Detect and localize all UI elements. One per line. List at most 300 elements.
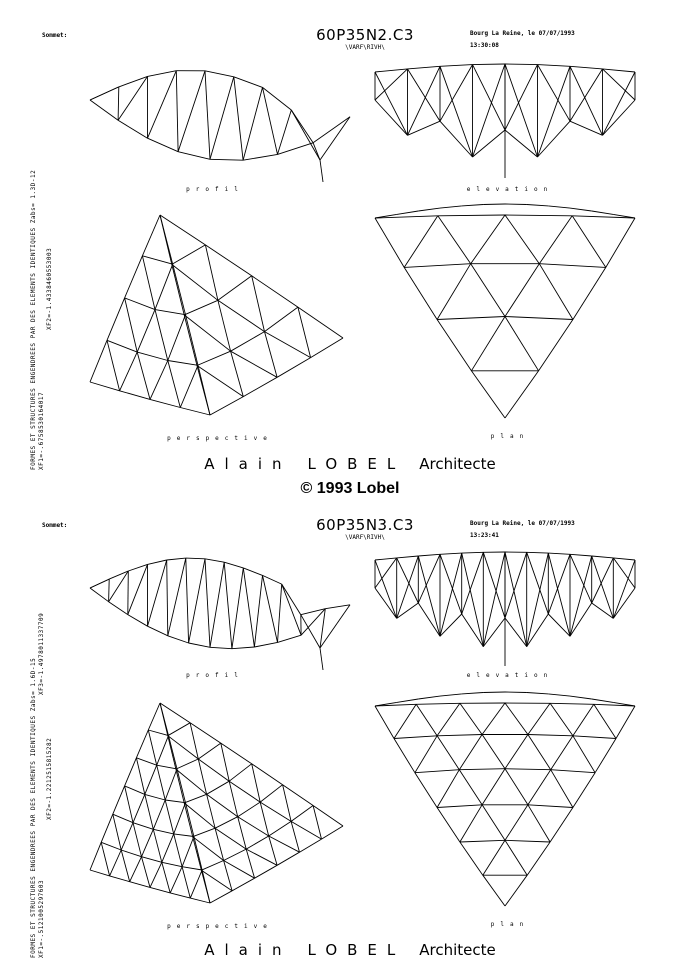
frame-member (573, 736, 616, 739)
frame-member (215, 817, 238, 829)
frame-member (505, 317, 573, 320)
elevation-view (365, 548, 645, 668)
frame-member (539, 264, 573, 320)
frame-member (603, 72, 636, 135)
frame-member (320, 117, 350, 160)
frame-member (505, 65, 538, 130)
frame-member (168, 315, 186, 361)
frame-member (184, 803, 193, 837)
frame-member (440, 66, 473, 157)
frame-member (505, 317, 539, 371)
frame-member (505, 703, 528, 735)
elevation-label: elevation (466, 672, 554, 679)
architect-first-name: Alain (204, 455, 292, 473)
side-xf1: XF1=-.6758530164017 (38, 391, 45, 470)
frame-member (173, 264, 186, 315)
frame-member (109, 579, 110, 602)
frame-member (90, 100, 118, 120)
frame-member (394, 739, 415, 773)
frame-member (148, 730, 156, 765)
frame-member (550, 703, 573, 736)
frame-member (153, 829, 162, 862)
frame-member (548, 553, 570, 636)
frame-member (603, 69, 636, 72)
perspective-label: perspective (167, 923, 273, 930)
edge-arc (462, 205, 484, 206)
frame-member (394, 704, 416, 738)
frame-member (125, 786, 145, 795)
frame-member (90, 588, 109, 602)
frame-member (231, 351, 278, 377)
frame-member (418, 554, 440, 556)
frame-member (243, 154, 277, 160)
frame-member (325, 605, 350, 609)
sheet-title: 60P35N2.C3 (316, 26, 414, 44)
frame-member (182, 867, 190, 898)
edge-arc (592, 699, 614, 702)
frame-member (133, 823, 153, 830)
frame-member (375, 69, 408, 100)
frame-member (234, 77, 263, 88)
frame-member (168, 558, 186, 636)
frame-member (269, 836, 277, 865)
frame-member (415, 770, 459, 773)
frame-member (254, 575, 262, 647)
frame-member (570, 554, 592, 556)
edge-arc (592, 211, 614, 214)
frame-member (155, 264, 173, 309)
frame-member (133, 823, 142, 857)
frame-member (142, 256, 155, 310)
frame-member (160, 703, 168, 736)
frame-member (418, 603, 440, 636)
frame-member (613, 558, 635, 560)
frame-member (473, 64, 506, 65)
frame-member (408, 121, 441, 135)
edge-arc (397, 699, 419, 702)
frame-member (471, 264, 505, 317)
sommet-label: Sommet: (42, 522, 68, 529)
frame-member (174, 803, 186, 834)
frame-member (207, 781, 230, 794)
frame-member (277, 358, 311, 378)
edge-arc (320, 648, 323, 670)
frame-member (483, 875, 505, 906)
frame-member (278, 143, 314, 155)
frame-member (145, 794, 154, 829)
frame-member (573, 773, 595, 808)
frame-member (528, 735, 551, 770)
frame-member (238, 802, 261, 817)
frame-member (570, 121, 603, 135)
side-caption: FORMES ET STRUCTURES ENGENDREES PAR DES ELEMENTS IDENTIQUES Zabs= 1.3D-12 (30, 169, 37, 470)
frame-member (162, 862, 182, 866)
frame-member (551, 770, 573, 808)
frame-member (107, 340, 120, 391)
frame-member (573, 267, 606, 319)
frame-member (176, 769, 184, 803)
frame-member (415, 736, 437, 773)
sheet-title: 60P35N3.C3 (316, 516, 414, 534)
frame-member (375, 560, 397, 618)
frame-member (440, 65, 473, 67)
frame-member (437, 770, 459, 808)
frame-member (150, 887, 170, 893)
frame-member (107, 340, 137, 352)
frame-member (616, 706, 635, 739)
frame-member (170, 867, 182, 893)
frame-member (603, 100, 636, 135)
side-xf1: XF1=-.5121005297603 (38, 879, 45, 958)
frame-member (505, 875, 527, 906)
frame-member (269, 821, 291, 836)
frame-member (243, 568, 262, 576)
frame-member (157, 765, 166, 800)
frame-member (190, 723, 221, 743)
frame-member (375, 72, 408, 135)
frame-member (570, 66, 603, 69)
frame-member (528, 805, 573, 808)
frame-member (613, 588, 635, 618)
perspective-label: perspective (167, 435, 273, 442)
frame-member (265, 332, 278, 378)
architect-last-name: LOBEL (307, 941, 406, 959)
frame-member (505, 64, 538, 65)
frame-member (145, 794, 165, 800)
frame-member (221, 743, 229, 781)
frame-member (90, 340, 107, 382)
frame-member (221, 743, 252, 764)
frame-member (254, 642, 277, 647)
frame-member (548, 554, 570, 614)
frame-member (194, 837, 202, 871)
frame-member (148, 560, 167, 626)
frame-member (252, 276, 298, 307)
frame-member (613, 558, 635, 588)
edge-arc (418, 696, 440, 699)
frame-member (107, 298, 125, 340)
frame-member (182, 837, 194, 867)
frame-member (170, 893, 190, 898)
frame-member (210, 77, 234, 160)
frame-member (210, 397, 243, 415)
frame-member (231, 332, 265, 352)
frame-member (113, 786, 125, 814)
frame-member (291, 110, 313, 143)
edge-arc (397, 211, 419, 214)
frame-member (460, 805, 482, 842)
time-stamp: 13:30:08 (470, 42, 499, 49)
frame-member (90, 579, 109, 588)
frame-member (482, 805, 505, 841)
frame-member (539, 320, 573, 371)
frame-member (184, 315, 230, 351)
frame-member (137, 310, 155, 353)
frame-member (243, 87, 262, 160)
copyright-line: © 1993 Lobel (300, 480, 400, 497)
frame-member (224, 562, 232, 649)
frame-member (197, 351, 231, 365)
frame-member (416, 703, 460, 704)
frame-member (437, 736, 459, 770)
frame-member (205, 71, 210, 160)
frame-member (505, 215, 539, 264)
edge-arc (570, 696, 592, 699)
profil-label: profil (186, 186, 244, 193)
frame-member (121, 850, 141, 857)
architect-signature (0, 455, 700, 473)
frame-member (278, 584, 282, 642)
frame-member (101, 842, 109, 876)
frame-member (606, 218, 635, 267)
edge-arc (462, 693, 484, 694)
sheet-path: \VARF\RIVH\ (345, 534, 385, 541)
architect-first-name: Alain (204, 941, 292, 959)
side-xf2: XF2=-1.4338460553003 (46, 247, 53, 330)
frame-member (176, 759, 198, 769)
frame-member (437, 317, 505, 320)
frame-member (482, 769, 505, 805)
frame-member (471, 317, 505, 371)
frame-member (118, 76, 147, 120)
frame-member (210, 159, 243, 160)
frame-member (252, 764, 283, 785)
frame-member (148, 138, 179, 152)
frame-member (572, 216, 606, 268)
frame-member (282, 584, 301, 635)
frame-member (528, 703, 550, 734)
plan-view (365, 200, 645, 425)
frame-member (167, 558, 186, 560)
side-caption: FORMES ET STRUCTURES ENGENDREES PAR DES ELEMENTS IDENTIQUES Zabs= 1.6D-15 (30, 657, 37, 958)
frame-member (205, 71, 234, 77)
frame-member (551, 736, 573, 770)
frame-member (570, 603, 592, 636)
frame-member (125, 298, 138, 352)
frame-member (148, 626, 168, 636)
frame-member (174, 834, 194, 837)
frame-member (438, 216, 471, 264)
frame-member (548, 553, 570, 554)
frame-member (162, 834, 174, 862)
frame-member (505, 805, 528, 841)
sommet-label: Sommet: (42, 32, 68, 39)
frame-member (167, 560, 168, 636)
frame-member (224, 562, 243, 568)
frame-member (527, 553, 549, 647)
frame-member (120, 352, 138, 391)
frame-member (462, 552, 484, 614)
elevation-label: elevation (466, 186, 554, 193)
frame-member (437, 703, 460, 736)
frame-member (482, 735, 505, 769)
frame-member (505, 840, 550, 842)
frame-member (113, 814, 133, 823)
frame-member (150, 862, 162, 887)
frame-member (210, 891, 232, 903)
frame-member (128, 571, 129, 615)
frame-member (394, 736, 437, 739)
frame-member (416, 704, 437, 736)
frame-member (178, 152, 210, 160)
frame-member (190, 898, 210, 903)
frame-member (150, 399, 180, 407)
frame-member (119, 76, 148, 87)
frame-member (538, 66, 571, 157)
frame-member (539, 264, 606, 268)
frame-member (375, 558, 397, 560)
frame-member (550, 808, 573, 843)
frame-member (375, 588, 397, 618)
frame-member (243, 377, 277, 396)
frame-member (246, 849, 277, 865)
side-xf3: XF3=-1.4978011337709 (38, 612, 45, 695)
frame-member (184, 315, 197, 366)
frame-member (180, 408, 210, 416)
frame-member (252, 764, 261, 802)
frame-member (459, 769, 505, 770)
frame-member (471, 371, 505, 418)
frame-member (482, 703, 505, 735)
frame-member (311, 338, 343, 358)
frame-member (283, 785, 314, 806)
frame-member (201, 861, 223, 871)
frame-member (375, 100, 408, 135)
frame-member (142, 857, 151, 888)
frame-member (573, 736, 595, 773)
frame-member (408, 66, 441, 69)
frame-member (172, 264, 184, 315)
frame-member (255, 865, 278, 878)
frame-member (218, 276, 252, 301)
frame-member (462, 614, 484, 647)
frame-member (460, 842, 483, 875)
frame-member (205, 245, 251, 276)
frame-member (291, 806, 313, 822)
frame-member (460, 703, 482, 734)
frame-member (142, 857, 162, 863)
frame-member (527, 552, 549, 614)
frame-member (169, 736, 178, 769)
architect-role: Architecte (419, 941, 496, 959)
frame-member (160, 215, 172, 264)
frame-member (592, 556, 614, 558)
frame-member (527, 614, 549, 647)
frame-member (527, 552, 549, 553)
frame-member (157, 765, 177, 769)
frame-member (313, 117, 350, 143)
frame-member (101, 842, 121, 850)
frame-member (150, 361, 168, 400)
frame-member (440, 554, 462, 614)
frame-member (505, 552, 527, 618)
frame-member (462, 552, 484, 553)
frame-member (118, 120, 147, 138)
frame-member (260, 785, 282, 802)
frame-member (459, 735, 482, 770)
edge-arc (483, 204, 505, 205)
frame-member (440, 121, 473, 157)
frame-member (573, 704, 594, 736)
frame-member (415, 773, 437, 808)
edge-arc (527, 205, 549, 206)
frame-member (375, 558, 397, 588)
frame-member (459, 770, 482, 805)
frame-member (136, 758, 144, 795)
frame-member (136, 730, 148, 758)
frame-member (184, 794, 206, 803)
edge-arc (505, 692, 527, 693)
frame-member (505, 769, 528, 805)
frame-member (184, 300, 218, 315)
frame-member (232, 647, 255, 649)
frame-member (440, 553, 462, 554)
edge-arc (440, 694, 462, 696)
frame-member (437, 320, 471, 371)
frame-member (168, 723, 190, 736)
frame-member (232, 878, 255, 891)
frame-member (130, 857, 142, 882)
frame-member (551, 770, 595, 773)
frame-member (113, 814, 121, 850)
frame-member (246, 836, 269, 849)
frame-member (148, 730, 168, 736)
frame-member (176, 71, 178, 152)
frame-member (120, 391, 150, 400)
frame-member (110, 876, 130, 882)
architect-role: Architecte (419, 455, 496, 473)
edge-arc (320, 160, 323, 182)
frame-member (397, 603, 419, 618)
frame-member (137, 352, 168, 360)
frame-member (145, 765, 157, 794)
profil-view (85, 60, 335, 185)
frame-member (205, 559, 224, 562)
frame-member (438, 215, 505, 216)
frame-member (283, 785, 292, 822)
frame-member (148, 703, 160, 730)
frame-member (594, 704, 616, 738)
frame-member (301, 615, 320, 648)
frame-member (162, 862, 170, 893)
frame-member (437, 264, 471, 320)
profil-view (85, 548, 335, 673)
elevation-view (365, 60, 645, 180)
frame-member (539, 216, 572, 264)
frame-member (190, 870, 202, 898)
perspective-view (85, 210, 350, 425)
time-stamp: 13:23:41 (470, 532, 499, 539)
architect-last-name: LOBEL (307, 455, 406, 473)
frame-member (128, 564, 148, 614)
frame-member (460, 840, 505, 842)
edge-arc (418, 208, 440, 211)
frame-member (136, 758, 156, 765)
frame-member (142, 215, 160, 256)
frame-member (118, 87, 119, 120)
frame-member (505, 215, 572, 216)
plan-view (365, 688, 645, 913)
frame-member (180, 365, 198, 407)
frame-member (172, 245, 206, 265)
frame-member (505, 371, 539, 418)
frame-member (313, 143, 320, 160)
frame-member (90, 870, 110, 876)
frame-member (300, 839, 322, 852)
frame-member (186, 558, 189, 643)
frame-member (165, 769, 177, 800)
frame-member (210, 562, 224, 647)
